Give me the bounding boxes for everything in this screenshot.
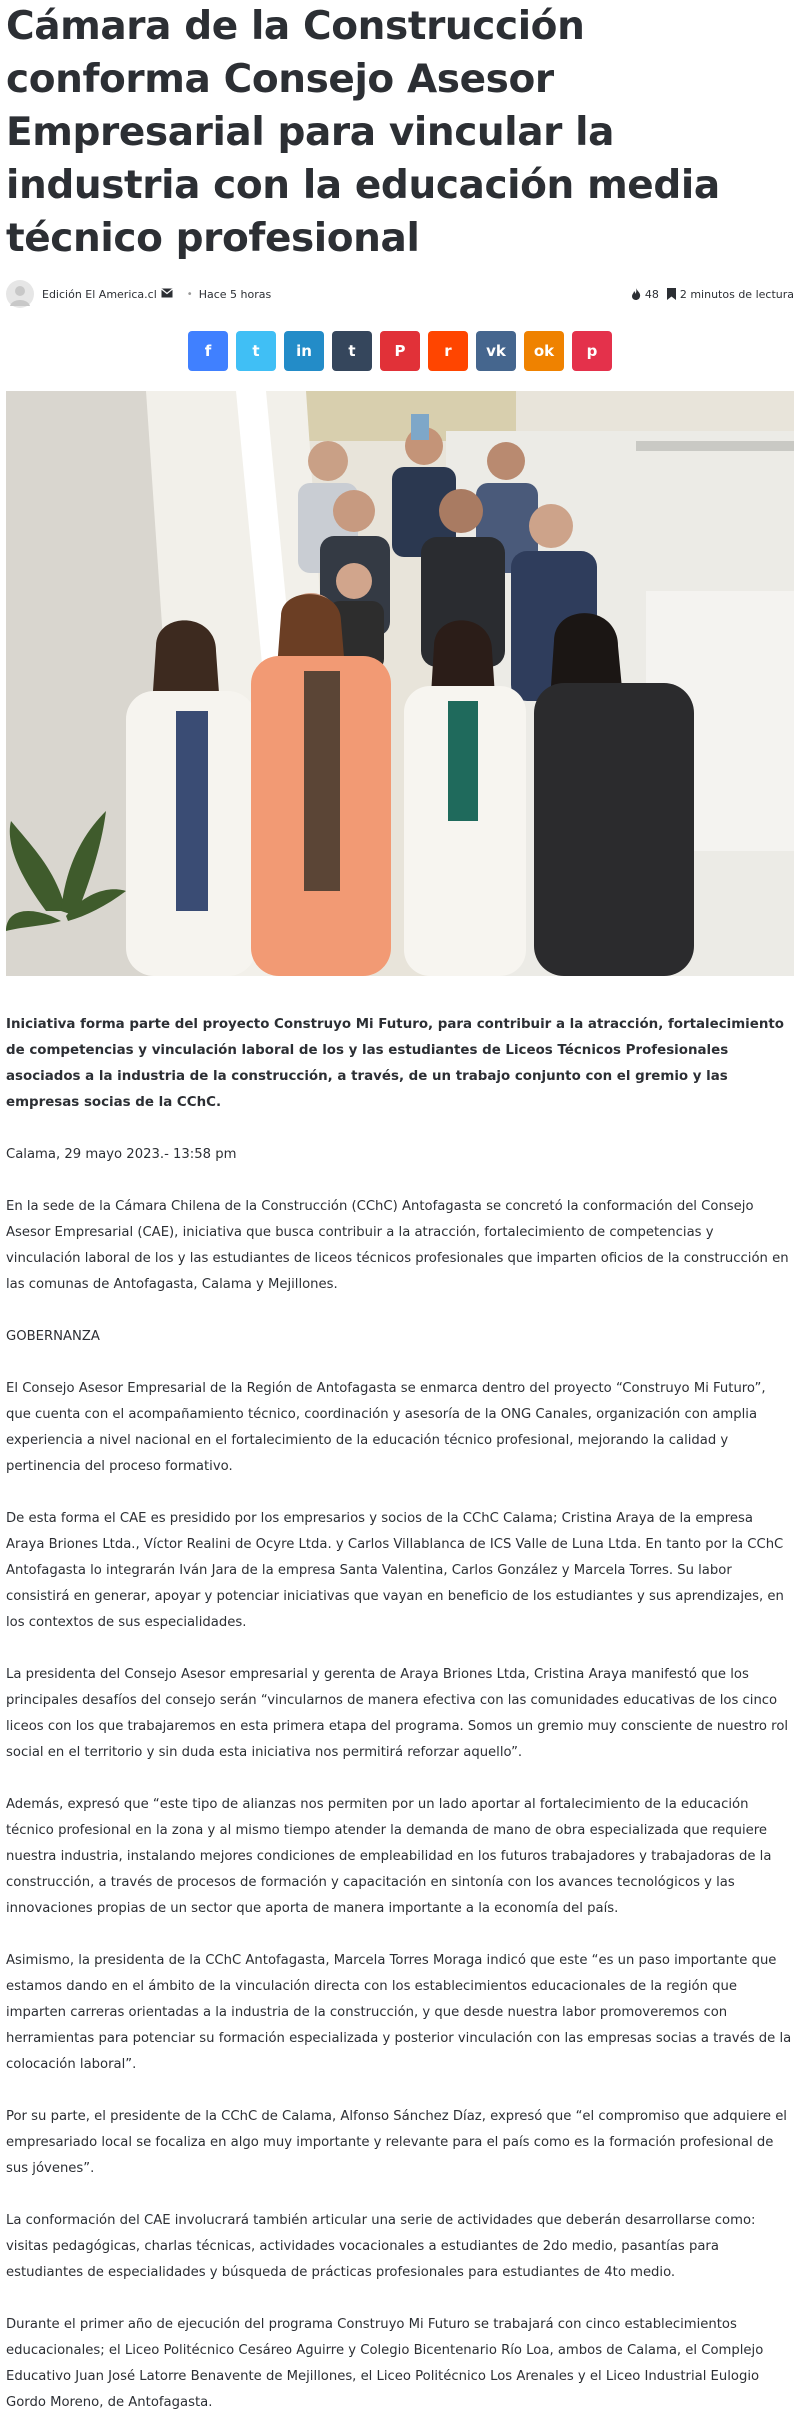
share-vk-button[interactable] xyxy=(476,331,516,371)
odnoklassniki-icon: ok xyxy=(533,342,555,360)
article-title: Cámara de la Construcción conforma Consejo Asesor Empresarial para vincular la industria con la educación media técnico profesional xyxy=(6,4,720,261)
share-reddit-button[interactable] xyxy=(428,331,468,371)
meta-left xyxy=(6,280,271,308)
share-bar xyxy=(6,331,794,371)
section-heading: GOBERNANZA xyxy=(6,1329,100,1344)
author-link[interactable]: Edición El America.cl xyxy=(42,287,157,301)
paragraph: Además, expresó que “este tipo de alianzas nos permiten por un lado aportar al fortalecimiento de la educación técnico profesional en la zona y al mismo tiempo atender la demanda de mano de obra especializada que requiere nuestra industria, instalando mejores condiciones de empleabilidad en los futuros trabajadores y trabajadoras de la construcción, a través de procesos de formación y capacitación en sintonía con los avances tecnológicos y las innovaciones propias de un sector que aporta de manera importante a la economía del país. xyxy=(6,1797,772,1916)
paragraph: Durante el primer año de ejecución del programa Construyo Mi Futuro se trabajará con cinco establecimientos educacionales; el Liceo Politécnico Cesáreo Aguirre y Colegio Bicentenario Río Loa, ambos de Calama, el Complejo Educativo Juan José Latorre Benavente de Mejillones, el Liceo Politécnico Los Arenales y el Liceo Industrial Eulogio Gordo Moreno, de Antofagasta. xyxy=(6,2317,764,2410)
facebook-icon: f xyxy=(204,342,212,360)
paragraph: Por su parte, el presidente de la CChC de Calama, Alfonso Sánchez Díaz, expresó que “el compromiso que adquiere el empresariado local se focaliza en algo muy importante y relevante para el país como es la formación profesional de sus jóvenes”. xyxy=(6,2109,787,2176)
paragraph: De esta forma el CAE es presidido por los empresarios y socios de la CChC Calama; Cristina Araya de la empresa Araya Briones Ltda., Víctor Realini de Ocyre Ltda. y Carlos Villablanca de ICS Valle de Luna Ltda. En tanto por la CChC Antofagasta lo integrarán Iván Jara de la empresa Santa Valentina, Carlos González y Marcela Torres. Su labor consistirá en generar, apoyar y potenciar iniciativas que vayan en beneficio de los estudiantes y sus aprendizajes, en los contextos de sus especialidades. xyxy=(6,1511,784,1630)
paragraph: El Consejo Asesor Empresarial de la Región de Antofagasta se enmarca dentro del proyecto “Construyo Mi Futuro”, que cuenta con el acompañamiento técnico, coordinación y asesoría de la ONG Canales, organización con amplia experiencia a nivel nacional en el fortalecimiento de la educación técnico profesional, mejorando la calidad y pertinencia del proceso formativo. xyxy=(6,1381,766,1474)
separator-dot: • xyxy=(186,288,193,300)
meta-right xyxy=(623,288,794,301)
share-odnoklassniki-button[interactable] xyxy=(524,331,564,371)
share-pocket-button[interactable] xyxy=(572,331,612,371)
fire-icon xyxy=(631,288,641,300)
share-twitter-button[interactable] xyxy=(236,331,276,371)
paragraph: La presidenta del Consejo Asesor empresarial y gerenta de Araya Briones Ltda, Cristina Araya manifestó que los principales desafíos del consejo serán “vincularnos de manera efectiva con las comunidades educativas de los cinco liceos con los que trabajaremos en esta primera etapa del programa. Somos un gremio muy consciente de nuestro rol social en el territorio y sin duda esta iniciativa nos permitirá reforzar aquello”. xyxy=(6,1667,789,1760)
paragraph: En la sede de la Cámara Chilena de la Construcción (CChC) Antofagasta se concretó la conformación del Consejo Asesor Empresarial (CAE), iniciativa que busca contribuir a la atracción, fortalecimiento de competencias y vinculación laboral de los y las estudiantes de liceos técnicos profesionales que imparten oficios de la construcción en las comunas de Antofagasta, Calama y Mejillones. xyxy=(6,1199,789,1292)
share-pinterest-button[interactable] xyxy=(380,331,420,371)
share-linkedin-button[interactable] xyxy=(284,331,324,371)
tumblr-icon: t xyxy=(348,342,356,360)
user-icon xyxy=(6,280,34,308)
envelope-icon[interactable] xyxy=(161,288,173,301)
publish-time: Hace 5 horas xyxy=(198,287,272,301)
read-time-stat xyxy=(667,288,794,301)
share-tumblr-button[interactable] xyxy=(332,331,372,371)
twitter-icon: t xyxy=(252,342,260,360)
article-dateline: Calama, 29 mayo 2023.- 13:58 pm xyxy=(6,1147,237,1162)
pinterest-icon: P xyxy=(394,342,406,360)
article-meta xyxy=(6,279,794,309)
bookmark-icon xyxy=(667,288,676,300)
views-stat xyxy=(631,288,659,301)
article-body xyxy=(6,1012,792,2416)
read-time: 2 minutos de lectura xyxy=(679,287,794,301)
vk-icon: vk xyxy=(486,342,506,360)
reddit-icon: r xyxy=(444,342,452,360)
group-photo-image xyxy=(6,391,794,976)
paragraph: La conformación del CAE involucrará también articular una serie de actividades que deberán desarrollarse como: visitas pedagógicas, charlas técnicas, actividades vocacionales a estudiantes de 2do medio, pasantías para estudiantes de especialidades y búsqueda de prácticas profesionales para estudiantes de 4to medio. xyxy=(6,2213,756,2280)
share-facebook-button[interactable] xyxy=(188,331,228,371)
pocket-icon: p xyxy=(586,342,598,360)
avatar[interactable] xyxy=(6,280,34,308)
paragraph: Asimismo, la presidenta de la CChC Antofagasta, Marcela Torres Moraga indicó que este “es un paso importante que estamos dando en el ámbito de la vinculación directa con los establecimientos educacionales de la región que imparten carreras orientadas a la industria de la construcción, y que desde nuestra labor promoveremos con herramientas para potenciar su formación especializada y posterior vinculación con las empresas socias a través de la colocación laboral”. xyxy=(6,1953,792,2072)
views-count: 48 xyxy=(644,287,659,301)
article-photo xyxy=(6,391,794,976)
article-lead: Iniciativa forma parte del proyecto Construyo Mi Futuro, para contribuir a la atracción, fortalecimiento de competencias y vinculación laboral de los y las estudiantes de Liceos Técnicos Profesionales asociados a la industria de la construcción, a través, de un trabajo conjunto con el gremio y las empresas socias de la CChC. xyxy=(6,1017,784,1110)
linkedin-icon: in xyxy=(296,342,312,360)
